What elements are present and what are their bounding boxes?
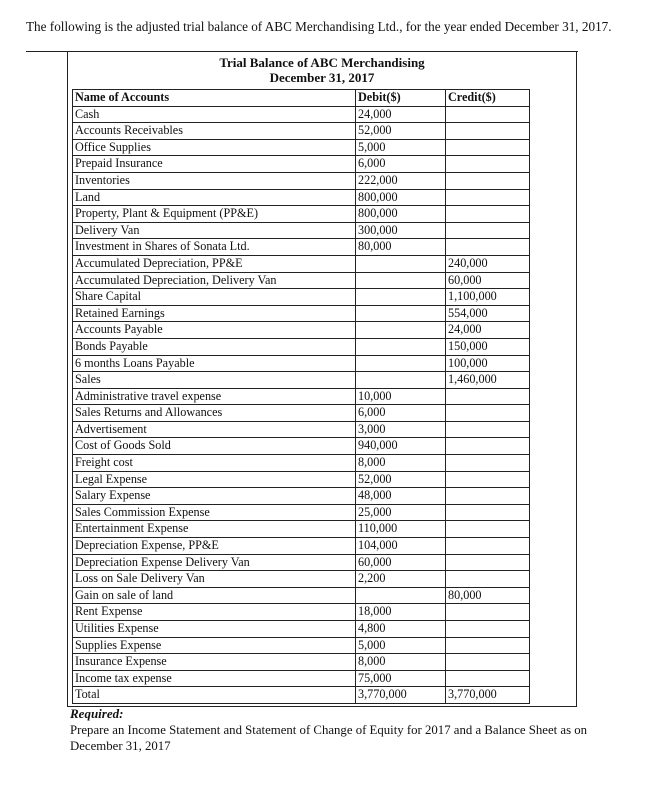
cell-credit xyxy=(446,554,530,571)
cell-name: Sales Commission Expense xyxy=(73,504,356,521)
cell-debit: 6,000 xyxy=(356,156,446,173)
cell-credit xyxy=(446,654,530,671)
cell-credit xyxy=(446,504,530,521)
cell-credit: 24,000 xyxy=(446,322,530,339)
cell-name: Share Capital xyxy=(73,289,356,306)
cell-debit xyxy=(356,355,446,372)
cell-debit: 3,000 xyxy=(356,421,446,438)
cell-name: Land xyxy=(73,189,356,206)
table-row xyxy=(73,106,530,123)
cell-debit: 4,800 xyxy=(356,621,446,638)
cell-debit: 800,000 xyxy=(356,189,446,206)
cell-name: Utilities Expense xyxy=(73,621,356,638)
cell-debit: 52,000 xyxy=(356,123,446,140)
table-row xyxy=(73,670,530,687)
required-text: Prepare an Income Statement and Statement of Change of Equity for 2017 and a Balance Sheet as on December 31, 2017 xyxy=(70,723,588,753)
table-row xyxy=(73,604,530,621)
table-row xyxy=(73,554,530,571)
table-row xyxy=(73,123,530,140)
cell-credit xyxy=(446,172,530,189)
table-row xyxy=(73,189,530,206)
cell-debit xyxy=(356,322,446,339)
cell-name: Retained Earnings xyxy=(73,305,356,322)
cell-credit xyxy=(446,421,530,438)
table-row xyxy=(73,206,530,223)
cell-name: Loss on Sale Delivery Van xyxy=(73,571,356,588)
table-row xyxy=(73,372,530,389)
table-row xyxy=(73,338,530,355)
cell-debit xyxy=(356,255,446,272)
cell-debit: 6,000 xyxy=(356,405,446,422)
cell-debit: 60,000 xyxy=(356,554,446,571)
table-row xyxy=(73,488,530,505)
cell-credit xyxy=(446,123,530,140)
table-row xyxy=(73,272,530,289)
cell-debit: 104,000 xyxy=(356,538,446,555)
cell-credit: 3,770,000 xyxy=(446,687,530,704)
cell-debit: 110,000 xyxy=(356,521,446,538)
table-row xyxy=(73,289,530,306)
cell-credit: 240,000 xyxy=(446,255,530,272)
cell-debit xyxy=(356,372,446,389)
cell-debit: 52,000 xyxy=(356,471,446,488)
cell-name: Office Supplies xyxy=(73,139,356,156)
cell-debit: 8,000 xyxy=(356,455,446,472)
cell-name: Advertisement xyxy=(73,421,356,438)
table-row xyxy=(73,637,530,654)
cell-debit: 80,000 xyxy=(356,239,446,256)
cell-debit xyxy=(356,272,446,289)
cell-credit xyxy=(446,405,530,422)
cell-name: Sales Returns and Allowances xyxy=(73,405,356,422)
table-row xyxy=(73,255,530,272)
cell-credit: 80,000 xyxy=(446,587,530,604)
header-credit: Credit($) xyxy=(446,90,530,107)
cell-debit xyxy=(356,587,446,604)
cell-credit: 100,000 xyxy=(446,355,530,372)
cell-credit xyxy=(446,621,530,638)
cell-credit xyxy=(446,670,530,687)
cell-debit: 3,770,000 xyxy=(356,687,446,704)
cell-name: Depreciation Expense, PP&E xyxy=(73,538,356,555)
cell-name: Supplies Expense xyxy=(73,637,356,654)
table-row xyxy=(73,355,530,372)
cell-credit xyxy=(446,206,530,223)
table-row xyxy=(73,621,530,638)
cell-name: Accumulated Depreciation, PP&E xyxy=(73,255,356,272)
cell-name: Freight cost xyxy=(73,455,356,472)
cell-name: Accounts Receivables xyxy=(73,123,356,140)
cell-debit xyxy=(356,289,446,306)
cell-credit: 60,000 xyxy=(446,272,530,289)
cell-credit xyxy=(446,538,530,555)
cell-debit: 48,000 xyxy=(356,488,446,505)
table-row xyxy=(73,405,530,422)
cell-debit: 25,000 xyxy=(356,504,446,521)
cell-credit xyxy=(446,222,530,239)
cell-debit xyxy=(356,338,446,355)
table-row xyxy=(73,239,530,256)
trial-balance-table xyxy=(72,89,530,704)
cell-debit xyxy=(356,305,446,322)
cell-name: Cost of Goods Sold xyxy=(73,438,356,455)
cell-credit xyxy=(446,139,530,156)
cell-name: Accumulated Depreciation, Delivery Van xyxy=(73,272,356,289)
table-row xyxy=(73,504,530,521)
cell-name: Gain on sale of land xyxy=(73,587,356,604)
header-name: Name of Accounts xyxy=(73,90,356,107)
cell-credit: 1,460,000 xyxy=(446,372,530,389)
cell-name: 6 months Loans Payable xyxy=(73,355,356,372)
table-row xyxy=(73,421,530,438)
cell-credit xyxy=(446,156,530,173)
cell-name: Income tax expense xyxy=(73,670,356,687)
table-row xyxy=(73,139,530,156)
cell-name: Investment in Shares of Sonata Ltd. xyxy=(73,239,356,256)
table-row xyxy=(73,438,530,455)
cell-name: Delivery Van xyxy=(73,222,356,239)
table-row xyxy=(73,521,530,538)
cell-name: Insurance Expense xyxy=(73,654,356,671)
cell-credit xyxy=(446,239,530,256)
table-row xyxy=(73,471,530,488)
cell-debit: 222,000 xyxy=(356,172,446,189)
cell-debit: 940,000 xyxy=(356,438,446,455)
header-row xyxy=(73,90,530,107)
title-line-1: Trial Balance of ABC Merchandising xyxy=(219,55,425,70)
cell-name: Legal Expense xyxy=(73,471,356,488)
cell-credit xyxy=(446,471,530,488)
cell-credit xyxy=(446,388,530,405)
table-row xyxy=(73,687,530,704)
cell-name: Sales xyxy=(73,372,356,389)
cell-credit xyxy=(446,604,530,621)
cell-credit: 150,000 xyxy=(446,338,530,355)
trial-balance-title xyxy=(67,55,577,85)
intro-paragraph: The following is the adjusted trial balance of ABC Merchandising Ltd., for the year ended December 31, 2017. xyxy=(26,19,612,34)
cell-debit: 18,000 xyxy=(356,604,446,621)
cell-debit: 24,000 xyxy=(356,106,446,123)
table-row xyxy=(73,222,530,239)
table-row xyxy=(73,571,530,588)
table-row xyxy=(73,156,530,173)
required-label: Required: xyxy=(70,706,124,721)
cell-credit xyxy=(446,637,530,654)
cell-name: Bonds Payable xyxy=(73,338,356,355)
cell-name: Rent Expense xyxy=(73,604,356,621)
cell-name: Administrative travel expense xyxy=(73,388,356,405)
table-row xyxy=(73,172,530,189)
table-row xyxy=(73,654,530,671)
cell-credit xyxy=(446,438,530,455)
cell-credit: 1,100,000 xyxy=(446,289,530,306)
cell-name: Total xyxy=(73,687,356,704)
cell-credit xyxy=(446,455,530,472)
table-row xyxy=(73,455,530,472)
cell-debit: 800,000 xyxy=(356,206,446,223)
table-row xyxy=(73,538,530,555)
cell-name: Salary Expense xyxy=(73,488,356,505)
title-line-2: December 31, 2017 xyxy=(269,70,375,85)
table-row xyxy=(73,587,530,604)
table-row xyxy=(73,322,530,339)
cell-credit xyxy=(446,189,530,206)
cell-credit xyxy=(446,521,530,538)
header-debit: Debit($) xyxy=(356,90,446,107)
cell-name: Entertainment Expense xyxy=(73,521,356,538)
cell-name: Inventories xyxy=(73,172,356,189)
table-row xyxy=(73,305,530,322)
table-row xyxy=(73,388,530,405)
cell-debit: 5,000 xyxy=(356,139,446,156)
cell-debit: 5,000 xyxy=(356,637,446,654)
cell-debit: 10,000 xyxy=(356,388,446,405)
cell-credit xyxy=(446,488,530,505)
cell-name: Prepaid Insurance xyxy=(73,156,356,173)
cell-name: Depreciation Expense Delivery Van xyxy=(73,554,356,571)
cell-debit: 2,200 xyxy=(356,571,446,588)
cell-debit: 75,000 xyxy=(356,670,446,687)
cell-credit xyxy=(446,571,530,588)
cell-name: Property, Plant & Equipment (PP&E) xyxy=(73,206,356,223)
cell-debit: 8,000 xyxy=(356,654,446,671)
cell-debit: 300,000 xyxy=(356,222,446,239)
cell-credit: 554,000 xyxy=(446,305,530,322)
cell-name: Cash xyxy=(73,106,356,123)
cell-credit xyxy=(446,106,530,123)
cell-name: Accounts Payable xyxy=(73,322,356,339)
